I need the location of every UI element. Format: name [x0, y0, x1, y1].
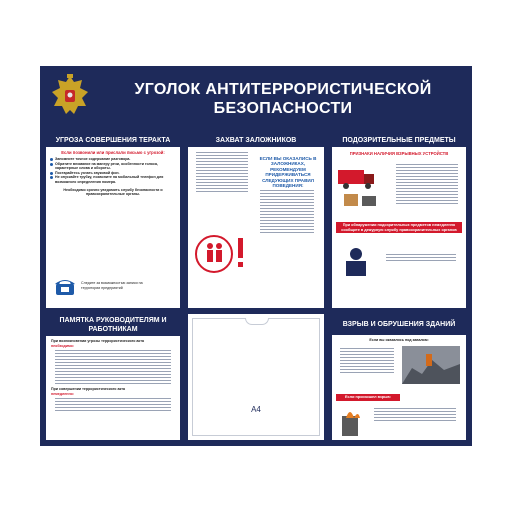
bullet-icon [50, 163, 53, 166]
hostage-icon [194, 232, 250, 276]
officer-icon [336, 246, 376, 276]
list-item: Обратите внимание на манеру речи, особенности голоса, характерные слова и обороты. [50, 162, 176, 171]
phone-icon [54, 276, 76, 296]
phone-text: Следите за возможностью записи на территории предприятий [81, 281, 143, 290]
truck-icon [336, 160, 390, 216]
list-item: Не опускайте трубку, позвоните на мобильный телефон для возможного определения номера. [50, 175, 176, 184]
panel-explosions [332, 314, 466, 440]
rubble-photo [402, 346, 460, 384]
panel-explosions-title: ВЗРЫВ И ОБРУШЕНИЯ ЗДАНИЙ [332, 314, 466, 335]
panel-suspicious-subtitle: ПРИЗНАКИ НАЛИЧИЯ ВЗРЫВНЫХ УСТРОЙСТВ [349, 151, 449, 156]
panel-threat-note: Необходимо срочно уведомить службу безопасности и правоохранительные органы. [63, 187, 163, 197]
header [40, 66, 472, 128]
memo-section-2-red: немедленно: [51, 391, 75, 396]
memo-section-1: При возникновении угрозы террористического акта [51, 339, 144, 343]
panel-suspicious [332, 134, 466, 308]
panel-suspicious-title: ПОДОЗРИТЕЛЬНЫЕ ПРЕДМЕТЫ [332, 134, 466, 147]
list-item: Постарайтесь узнать звуковой фон. [50, 171, 176, 176]
list-item: Запомните точное содержание разговора. [50, 157, 176, 162]
memo-section-2: При совершении террористического акта [51, 387, 126, 392]
panel-threat [46, 134, 180, 308]
panel-hostages-highlight: ЕСЛИ ВЫ ОКАЗАЛИСЬ В ЗАЛОЖНИКАХ, РЕКОМЕНДУЕМ ПРИДЕРЖИВАТЬСЯ СЛЕДУЮЩИХ ПРАВИЛ ПОВЕДЕНИЯ: [259, 156, 317, 189]
stand-board [40, 66, 472, 446]
panel-explosions-subtitle: Если вы оказались под завалом: [369, 338, 429, 342]
pocket-notch [245, 318, 269, 325]
panel-memo-title: ПАМЯТКА РУКОВОДИТЕЛЯМ И РАБОТНИКАМ [46, 314, 180, 336]
panel-threat-subtitle: Если позвонили или прислали письмо с угрозой: [61, 150, 165, 155]
russian-coat-of-arms-icon [48, 72, 92, 122]
memo-section-1-red: необходимо: [51, 343, 75, 348]
panel-hostages [188, 134, 324, 308]
panel-threat-title: УГРОЗА СОВЕРШЕНИЯ ТЕРАКТА [46, 134, 180, 147]
phone-block [54, 276, 151, 296]
panel-explosions-bar: Если произошел взрыв: [336, 394, 400, 401]
bullet-icon [50, 172, 53, 175]
a4-label: А4 [251, 405, 261, 414]
a4-pocket[interactable] [188, 314, 324, 440]
bullet-icon [50, 158, 53, 161]
panel-hostages-title: ЗАХВАТ ЗАЛОЖНИКОВ [188, 134, 324, 147]
building-fire-icon [338, 406, 364, 436]
panel-memo [46, 314, 180, 440]
page-title: УГОЛОК АНТИТЕРРОРИСТИЧЕСКОЙ БЕЗОПАСНОСТИ [134, 81, 432, 117]
bullet-icon [50, 176, 53, 179]
pocket-frame [192, 318, 320, 436]
panel-suspicious-bar: При обнаружении подозрительных предметов немедленно сообщите в дежурную службу правоохранительных органов [336, 222, 462, 233]
